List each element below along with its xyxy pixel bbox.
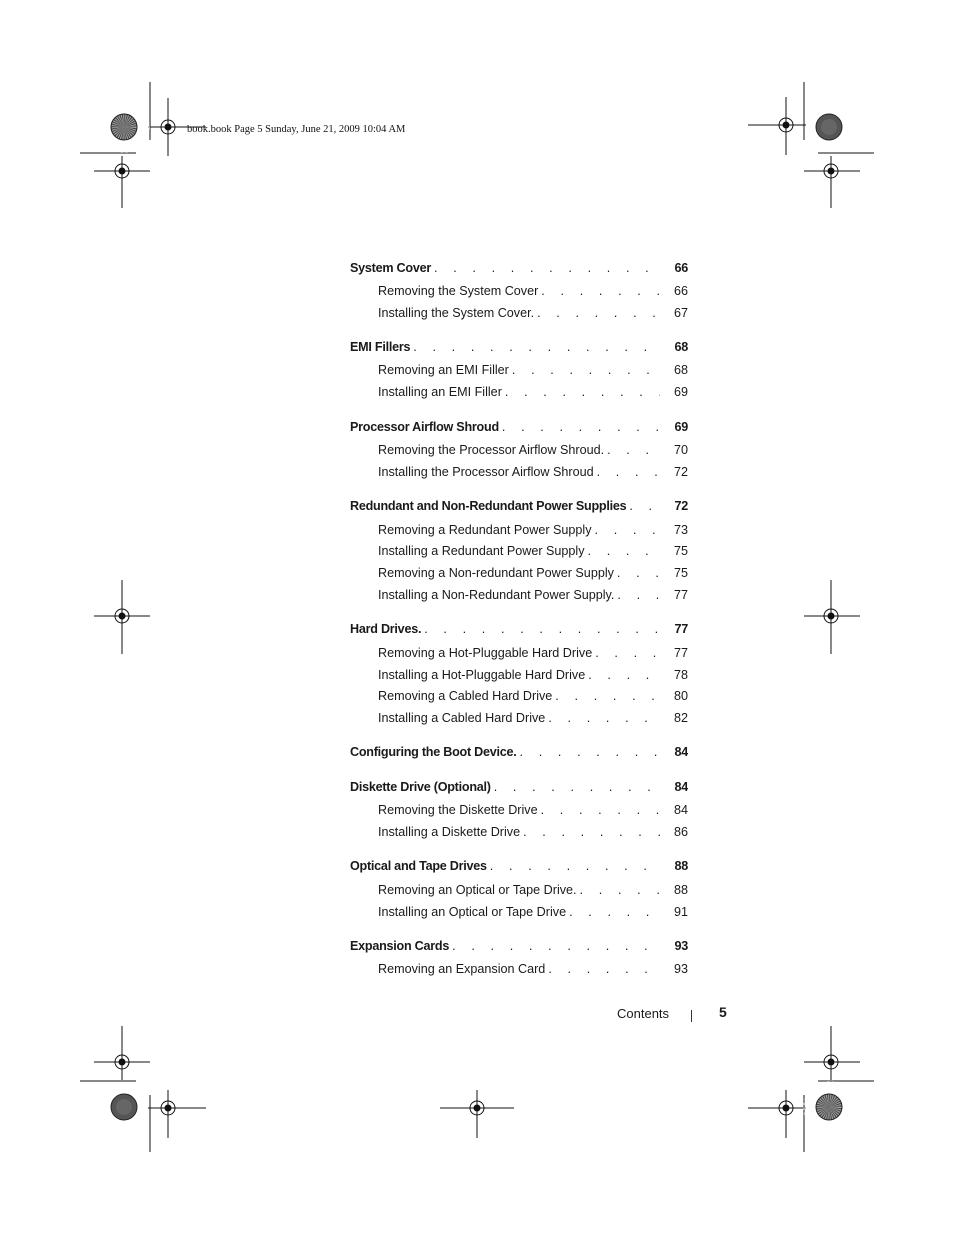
toc-entry-title: Installing a Redundant Power Supply: [378, 544, 585, 558]
toc-entry-page: 84: [673, 803, 688, 817]
toc-entry-title: Processor Airflow Shroud: [350, 420, 499, 434]
toc-entry-page: 69: [674, 420, 688, 434]
toc-entry-title: Installing the Processor Airflow Shroud: [378, 465, 594, 479]
toc-subsection-entry[interactable]: [378, 284, 688, 302]
toc-section-entry[interactable]: [350, 780, 688, 798]
toc-dot-leader: [614, 588, 660, 602]
toc-entry-page: 86: [673, 825, 688, 839]
toc-entry-page: 78: [673, 668, 688, 682]
toc-entry-page: 72: [674, 499, 688, 513]
toc-entry-title: Installing an EMI Filler: [378, 385, 502, 399]
toc-dot-leader: [592, 523, 660, 537]
toc-dot-leader: [604, 443, 660, 457]
toc-entry-page: 93: [674, 939, 688, 953]
registration-mark-icon: [94, 156, 150, 208]
toc-entry-page: 77: [673, 646, 688, 660]
toc-entry-title: Installing a Non-Redundant Power Supply.: [378, 588, 615, 602]
toc-entry-title: Optical and Tape Drives: [350, 859, 487, 873]
registration-mark-icon: [804, 1026, 860, 1080]
toc-subsection-entry[interactable]: [378, 825, 688, 843]
toc-dot-leader: [538, 803, 660, 817]
toc-dot-leader: [520, 825, 660, 839]
toc-dot-leader: [431, 261, 660, 275]
toc-subsection-entry[interactable]: [378, 588, 688, 606]
registration-mark-icon: [440, 1090, 514, 1138]
registration-mark-icon: [804, 156, 860, 208]
toc-dot-leader: [517, 745, 660, 759]
toc-entry-page: 68: [673, 363, 688, 377]
toc-dot-leader: [499, 420, 660, 434]
toc-entry-title: Expansion Cards: [350, 939, 450, 953]
toc-entry-title: Installing a Hot-Pluggable Hard Drive: [378, 668, 586, 682]
toc-subsection-entry[interactable]: [378, 544, 688, 562]
star-target-icon: [111, 114, 137, 140]
toc-dot-leader: [614, 566, 660, 580]
toc-entry-page: 67: [673, 306, 688, 320]
toc-subsection-entry[interactable]: [378, 566, 688, 584]
footer-page-number: 5: [719, 1004, 727, 1020]
toc-entry-title: Redundant and Non-Redundant Power Supplies: [350, 499, 627, 513]
toc-entry-page: 91: [673, 905, 688, 919]
toc-entry-title: System Cover: [350, 261, 431, 275]
registration-mark-icon: [94, 580, 150, 654]
registration-mark-icon: [804, 580, 860, 654]
star-target-icon: [111, 1094, 137, 1120]
registration-mark-icon: [148, 1090, 206, 1138]
toc-entry-title: Removing the System Cover: [378, 284, 539, 298]
toc-section-entry[interactable]: [350, 745, 688, 763]
toc-entry-page: 66: [673, 284, 688, 298]
toc-subsection-entry[interactable]: [378, 668, 688, 686]
toc-entry-page: 77: [673, 588, 688, 602]
toc-section-entry[interactable]: [350, 420, 688, 438]
footer-section-title: Contents: [617, 1006, 670, 1021]
toc-dot-leader: [585, 668, 660, 682]
toc-dot-leader: [487, 859, 660, 873]
toc-dot-leader: [545, 962, 660, 976]
registration-mark-icon: [94, 1026, 150, 1080]
toc-subsection-entry[interactable]: [378, 465, 688, 483]
toc-entry-title: Removing a Non-redundant Power Supply: [378, 566, 614, 580]
toc-dot-leader: [538, 284, 660, 298]
toc-entry-title: Hard Drives.: [350, 622, 422, 636]
toc-dot-leader: [449, 939, 660, 953]
print-slug-line: book.book Page 5 Sunday, June 21, 2009 10:04 AM: [187, 124, 406, 135]
footer-divider: [691, 1010, 692, 1022]
toc-subsection-entry[interactable]: [378, 962, 688, 980]
toc-entry-page: 84: [674, 745, 688, 759]
toc-section-entry[interactable]: [350, 622, 688, 640]
toc-dot-leader: [491, 780, 660, 794]
toc-entry-page: 69: [673, 385, 688, 399]
toc-entry-title: Installing a Cabled Hard Drive: [378, 711, 546, 725]
toc-entry-title: Removing an Optical or Tape Drive.: [378, 883, 577, 897]
toc-dot-leader: [502, 385, 660, 399]
toc-subsection-entry[interactable]: [378, 905, 688, 923]
toc-entry-page: 73: [673, 523, 688, 537]
toc-entry-title: Installing the System Cover.: [378, 306, 535, 320]
toc-entry-title: Configuring the Boot Device.: [350, 745, 517, 759]
toc-dot-leader: [410, 340, 660, 354]
toc-dot-leader: [534, 306, 660, 320]
toc-entry-page: 72: [673, 465, 688, 479]
toc-dot-leader: [545, 711, 660, 725]
toc-subsection-entry[interactable]: [378, 689, 688, 707]
toc-subsection-entry[interactable]: [378, 443, 688, 461]
toc-entry-page: 68: [674, 340, 688, 354]
toc-entry-title: Removing a Hot-Pluggable Hard Drive: [378, 646, 593, 660]
toc-entry-title: Removing the Processor Airflow Shroud.: [378, 443, 605, 457]
toc-dot-leader: [577, 883, 660, 897]
registration-mark-icon: [748, 1090, 806, 1138]
toc-subsection-entry[interactable]: [378, 306, 688, 324]
toc-subsection-entry[interactable]: [378, 385, 688, 403]
toc-subsection-entry[interactable]: [378, 883, 688, 901]
toc-section-entry[interactable]: [350, 261, 688, 279]
toc-entry-title: Removing an EMI Filler: [378, 363, 509, 377]
star-target-icon: [816, 114, 842, 140]
toc-entry-title: Removing an Expansion Card: [378, 962, 546, 976]
toc-subsection-entry[interactable]: [378, 523, 688, 541]
toc-subsection-entry[interactable]: [378, 363, 688, 381]
toc-entry-page: 66: [674, 261, 688, 275]
toc-entry-page: 75: [673, 566, 688, 580]
toc-dot-leader: [566, 905, 660, 919]
toc-entry-title: Removing a Cabled Hard Drive: [378, 689, 553, 703]
toc-entry-page: 77: [674, 622, 688, 636]
toc-subsection-entry[interactable]: [378, 803, 688, 821]
star-target-icon: [816, 1094, 842, 1120]
toc-entry-page: 80: [673, 689, 688, 703]
toc-subsection-entry[interactable]: [378, 646, 688, 664]
toc-entry-title: Installing an Optical or Tape Drive: [378, 905, 567, 919]
registration-mark-icon: [748, 97, 806, 155]
toc-section-entry[interactable]: [350, 939, 688, 957]
toc-entry-page: 84: [674, 780, 688, 794]
toc-entry-page: 93: [673, 962, 688, 976]
toc-dot-leader: [594, 465, 660, 479]
toc-entry-title: Removing a Redundant Power Supply: [378, 523, 592, 537]
toc-dot-leader: [509, 363, 660, 377]
toc-section-entry[interactable]: [350, 340, 688, 358]
toc-dot-leader: [626, 499, 660, 513]
toc-entry-page: 88: [674, 859, 688, 873]
toc-section-entry[interactable]: [350, 499, 688, 517]
toc-entry-page: 70: [673, 443, 688, 457]
toc-dot-leader: [592, 646, 660, 660]
toc-dot-leader: [552, 689, 660, 703]
toc-entry-page: 75: [673, 544, 688, 558]
toc-entry-page: 82: [673, 711, 688, 725]
toc-entry-page: 88: [673, 883, 688, 897]
toc-entry-title: Removing the Diskette Drive: [378, 803, 538, 817]
toc-entry-title: Installing a Diskette Drive: [378, 825, 521, 839]
toc-entry-title: Diskette Drive (Optional): [350, 780, 491, 794]
toc-section-entry[interactable]: [350, 859, 688, 877]
toc-entry-title: EMI Fillers: [350, 340, 411, 354]
toc-dot-leader: [585, 544, 660, 558]
toc-dot-leader: [421, 622, 660, 636]
toc-subsection-entry[interactable]: [378, 711, 688, 729]
